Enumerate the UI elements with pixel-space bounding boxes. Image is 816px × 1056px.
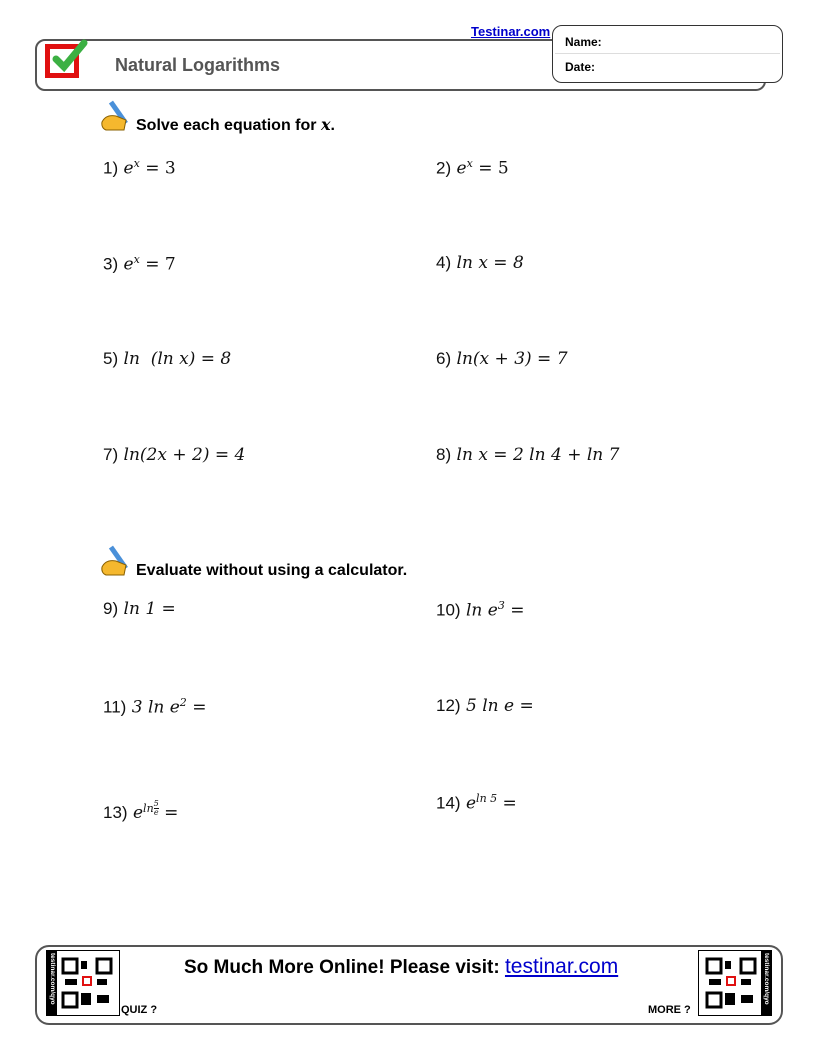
problem-12: 12) 5 ln e = [436, 696, 534, 716]
exponent: x [133, 157, 140, 170]
expression: e [123, 254, 134, 275]
date-label: Date: [565, 60, 596, 74]
footer-promo: So Much More Online! Please visit: testinar.com [184, 955, 619, 978]
problem-10: 10) $\ln e^3$ = [436, 599, 525, 621]
problem-9: 9) ln 1 = [103, 599, 176, 619]
expression: 5 ln e = [465, 696, 534, 716]
divider [555, 53, 780, 54]
name-date-box [552, 25, 783, 83]
expression: e [123, 158, 134, 179]
qr-code-more[interactable] [698, 950, 772, 1016]
testinar-link[interactable]: Testinar.com [471, 24, 551, 39]
qr-code-icon [705, 957, 757, 1009]
exponent: 3 [497, 599, 505, 612]
qr-code-icon [61, 957, 113, 1009]
expression: ln 1 = [123, 599, 176, 619]
fraction: $\frac{5}{e}$ [153, 799, 159, 817]
expression: ln e [465, 600, 498, 621]
problem-2: 2) $e^x = 5$ [436, 157, 509, 179]
worksheet-title: Natural Logarithms [115, 55, 281, 75]
expression: 3 ln e [131, 697, 180, 718]
exponent: x [133, 253, 140, 266]
exponent: ln 5 e [143, 799, 159, 817]
more-label: MORE ? [648, 1004, 691, 1016]
problem-4: 4) ln x = 8 [436, 253, 524, 273]
exponent: ln 5 [476, 792, 498, 805]
qr-code-quiz[interactable] [46, 950, 120, 1016]
problem-1: 1) $e^x = 3$ [103, 157, 176, 179]
expression: e [132, 803, 144, 824]
problem-8: 8) ln x = 2 ln 4 + ln 7 [436, 445, 620, 465]
qr-left-caption: testinar.com/qyo [49, 953, 56, 1005]
expression: ln(x + 3) = 7 [456, 349, 568, 369]
section-instruction: Evaluate without using a calculator. [100, 545, 407, 580]
expression: ln x = 8 [456, 253, 524, 273]
exponent: 2 [179, 696, 187, 709]
problem-7: 7) ln(2x + 2) = 4 [103, 445, 246, 465]
exponent: x [466, 157, 473, 170]
testinar-footer-link[interactable]: testinar.com [504, 955, 619, 978]
expression: ln (ln x) = 8 [123, 349, 232, 369]
writing-hand-icon [100, 100, 136, 134]
problem-6: 6) ln(x + 3) = 7 [436, 349, 568, 369]
expression: e [456, 158, 467, 179]
name-label: Name: [565, 35, 602, 49]
problem-14: 14) $e^{ln 5}$ = [436, 792, 517, 814]
writing-hand-icon [100, 545, 136, 579]
quiz-label: QUIZ ? [121, 1004, 158, 1016]
expression: ln(2x + 2) = 4 [123, 445, 246, 465]
qr-right-caption: testinar.com/qyo [763, 953, 770, 1005]
checkmark-logo-icon [45, 44, 79, 78]
problem-11: 11) 3 $\ln e^2$ = [103, 696, 207, 718]
section-instruction: Solve each equation for x. [100, 100, 335, 135]
expression: e [465, 793, 477, 814]
problem-13: 13) $e^{ln \frac{5}{e}}$ = [103, 799, 179, 824]
problem-5: 5) ln (ln x) = 8 [103, 349, 232, 369]
problem-3: 3) $e^x = 7$ [103, 253, 176, 275]
expression: ln x = 2 ln 4 + ln 7 [456, 445, 620, 465]
